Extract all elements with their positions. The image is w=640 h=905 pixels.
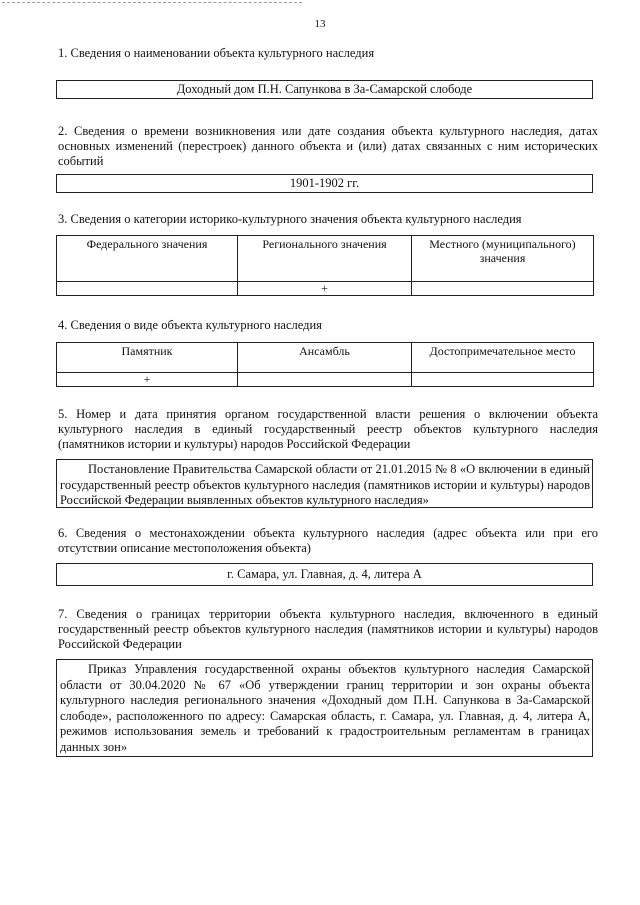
category-local-mark	[412, 282, 594, 296]
section-4-heading: 4. Сведения о виде объекта культурного наследия	[58, 318, 322, 332]
table-header-row	[57, 343, 594, 373]
section-1-object-name-box	[56, 80, 593, 99]
inclusion-decision-text: Постановление Правительства Самарской области от 21.01.2015 № 8 «О включении в единый государственный реестр объектов культурного наследия (памятников истории и культуры) народов Российской Федерации выявленных объектов культурного наследия»	[60, 462, 590, 507]
section-2-heading: 2. Сведения о времени возникновения или дате создания объекта культурного наследия, датах основных изменений (перестроек) данного объекта и (или) датах связанных с ним исторических событий	[58, 124, 598, 168]
section-7-boundaries-box	[56, 659, 593, 757]
section-1-heading: 1. Сведения о наименовании объекта культурного наследия	[58, 46, 375, 60]
type-landmark-header: Достопримечательное место	[412, 343, 594, 373]
section-3-heading: 3. Сведения о категории историко-культурного значения объекта культурного наследия	[58, 212, 522, 226]
section-2-date-box	[56, 174, 593, 193]
type-monument-header: Памятник	[57, 343, 238, 373]
address-value: г. Самара, ул. Главная, д. 4, литера А	[227, 567, 422, 581]
category-federal-header: Федерального значения	[57, 236, 238, 282]
table-mark-row	[57, 373, 594, 387]
table-mark-row	[57, 282, 594, 296]
section-7-heading: 7. Сведения о границах территории объекта культурного наследия, включенного в единый государственный реестр объектов культурного наследия (памятников истории и культуры) народов Российской Федерации	[58, 607, 598, 651]
type-ensemble-header: Ансамбль	[238, 343, 412, 373]
category-local-header: Местного (муниципального) значения	[412, 236, 594, 282]
scan-edge-marks	[2, 2, 302, 6]
object-type-table	[56, 342, 594, 387]
category-regional-header: Регионального значения	[238, 236, 412, 282]
section-5-decision-box	[56, 459, 593, 508]
category-regional-mark: +	[238, 282, 412, 296]
section-6-address-box	[56, 563, 593, 586]
page-number: 13	[314, 18, 326, 30]
type-monument-mark: +	[57, 373, 238, 387]
type-ensemble-mark	[238, 373, 412, 387]
creation-date-value: 1901-1902 гг.	[289, 176, 360, 190]
section-6-heading: 6. Сведения о местонахождении объекта культурного наследия (адрес объекта или при его отсутствии описание местоположения объекта)	[58, 526, 598, 555]
object-name-value: Доходный дом П.Н. Сапункова в За-Самарской слободе	[176, 82, 473, 96]
section-5-heading: 5. Номер и дата принятия органом государственной власти решения о включении объекта культурного наследия в единый государственный реестр объектов культурного наследия (памятников истории и культуры) народов Российской Федерации	[58, 407, 598, 451]
boundaries-order-text: Приказ Управления государственной охраны объектов культурного наследия Самарской области от 30.04.2020 № 67 «Об утверждении границ территории и зон охраны объекта культурного наследия регионального значения «Доходный дом П.Н. Сапункова в За-Самарской слободе», расположенного по адресу: Самарская область, г. Самара, ул. Главная, д. 4, литера А, режимов использования земель и требований к градостроительным регламентам в границах данных зон»	[60, 662, 590, 754]
table-header-row	[57, 236, 594, 282]
type-landmark-mark	[412, 373, 594, 387]
category-federal-mark	[57, 282, 238, 296]
category-table	[56, 235, 594, 296]
